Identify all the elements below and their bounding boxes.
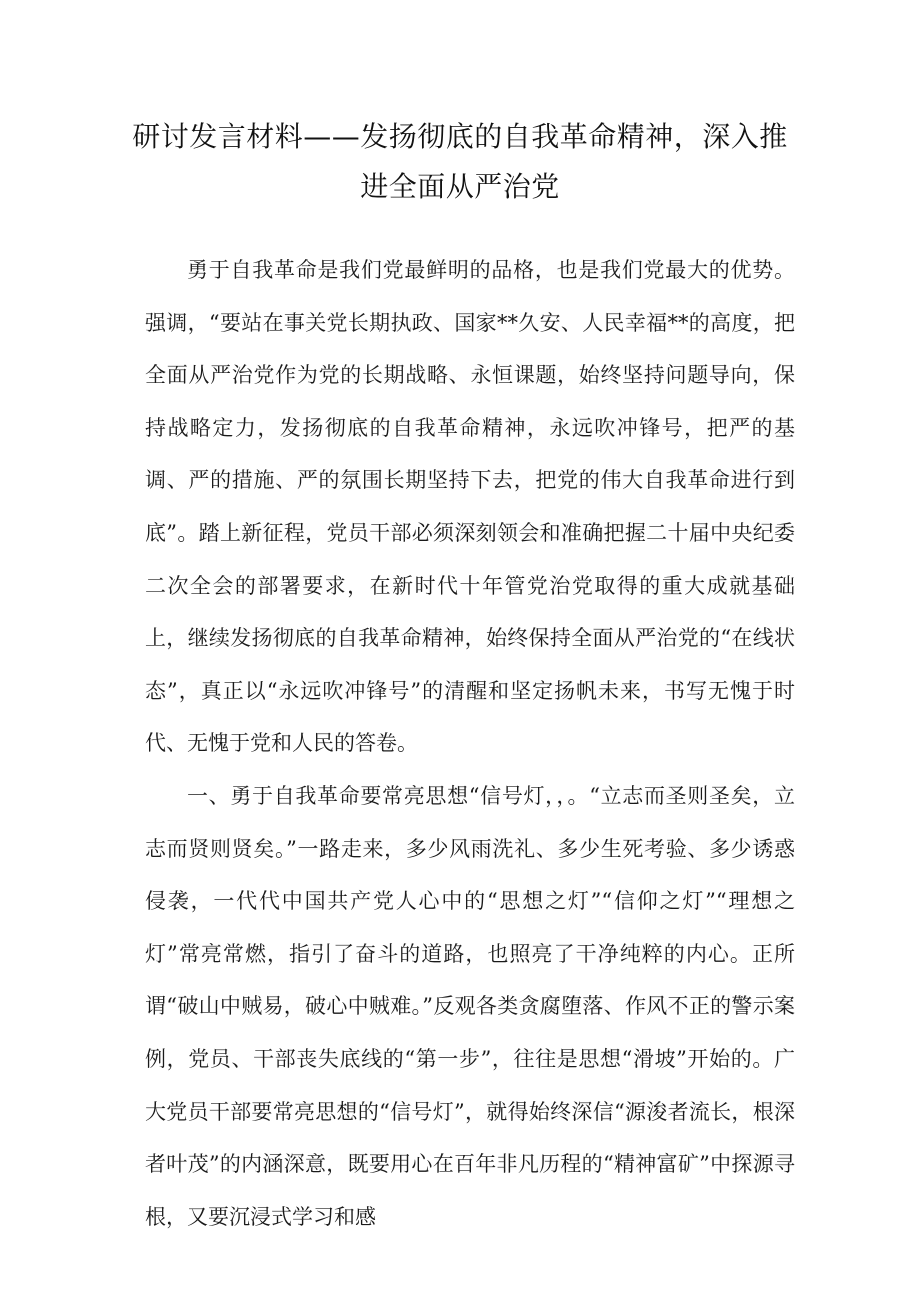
paragraph-intro: 勇于自我革命是我们党最鲜明的品格，也是我们党最大的优势。强调，“要站在事关党长期执政、国家**久安、人民幸福**的高度，把全面从严治党作为党的长期战略、永恒课题，始终坚持问题导向，保持战略定力，发扬彻底的自我革命精神，永远吹冲锋号，把严的基调、严的措施、严的氛围长期坚持下去，把党的伟大自我革命进行到底”。踏上新征程，党员干部必须深刻领会和准确把握二十届中央纪委二次全会的部署要求，在新时代十年管党治党取得的重大成就基础上，继续发扬彻底的自我革命精神，始终保持全面从严治党的“在线状态”，真正以“永远吹冲锋号”的清醒和坚定扬帆未来，书写无愧于时代、无愧于党和人民的答卷。 xyxy=(145,258,795,756)
document-body xyxy=(145,244,795,1243)
paragraph-section-one: 一、勇于自我革命要常亮思想“信号灯，，。“立志而圣则圣矣，立志而贤则贤矣。”一路走来，多少风雨洗礼、多少生死考验、多少诱惑侵袭，一代代中国共产党人心中的“思想之灯”“信仰之灯”“理想之灯”常亮常燃，指引了奋斗的道路，也照亮了干净纯粹的内心。正所谓“破山中贼易，破心中贼难。”反观各类贪腐堕落、作风不正的警示案例，党员、干部丧失底线的“第一步”，往往是思想“滑坡”开始的。广大党员干部要常亮思想的“信号灯”，就得始终深信“源浚者流长，根深者叶茂”的内涵深意，既要用心在百年非凡历程的“精神富矿”中探源寻根，又要沉浸式学习和感 xyxy=(145,783,795,1229)
document-title: 研讨发言材料——发扬彻底的自我革命精神，深入推进全面从严治党 xyxy=(132,120,788,203)
